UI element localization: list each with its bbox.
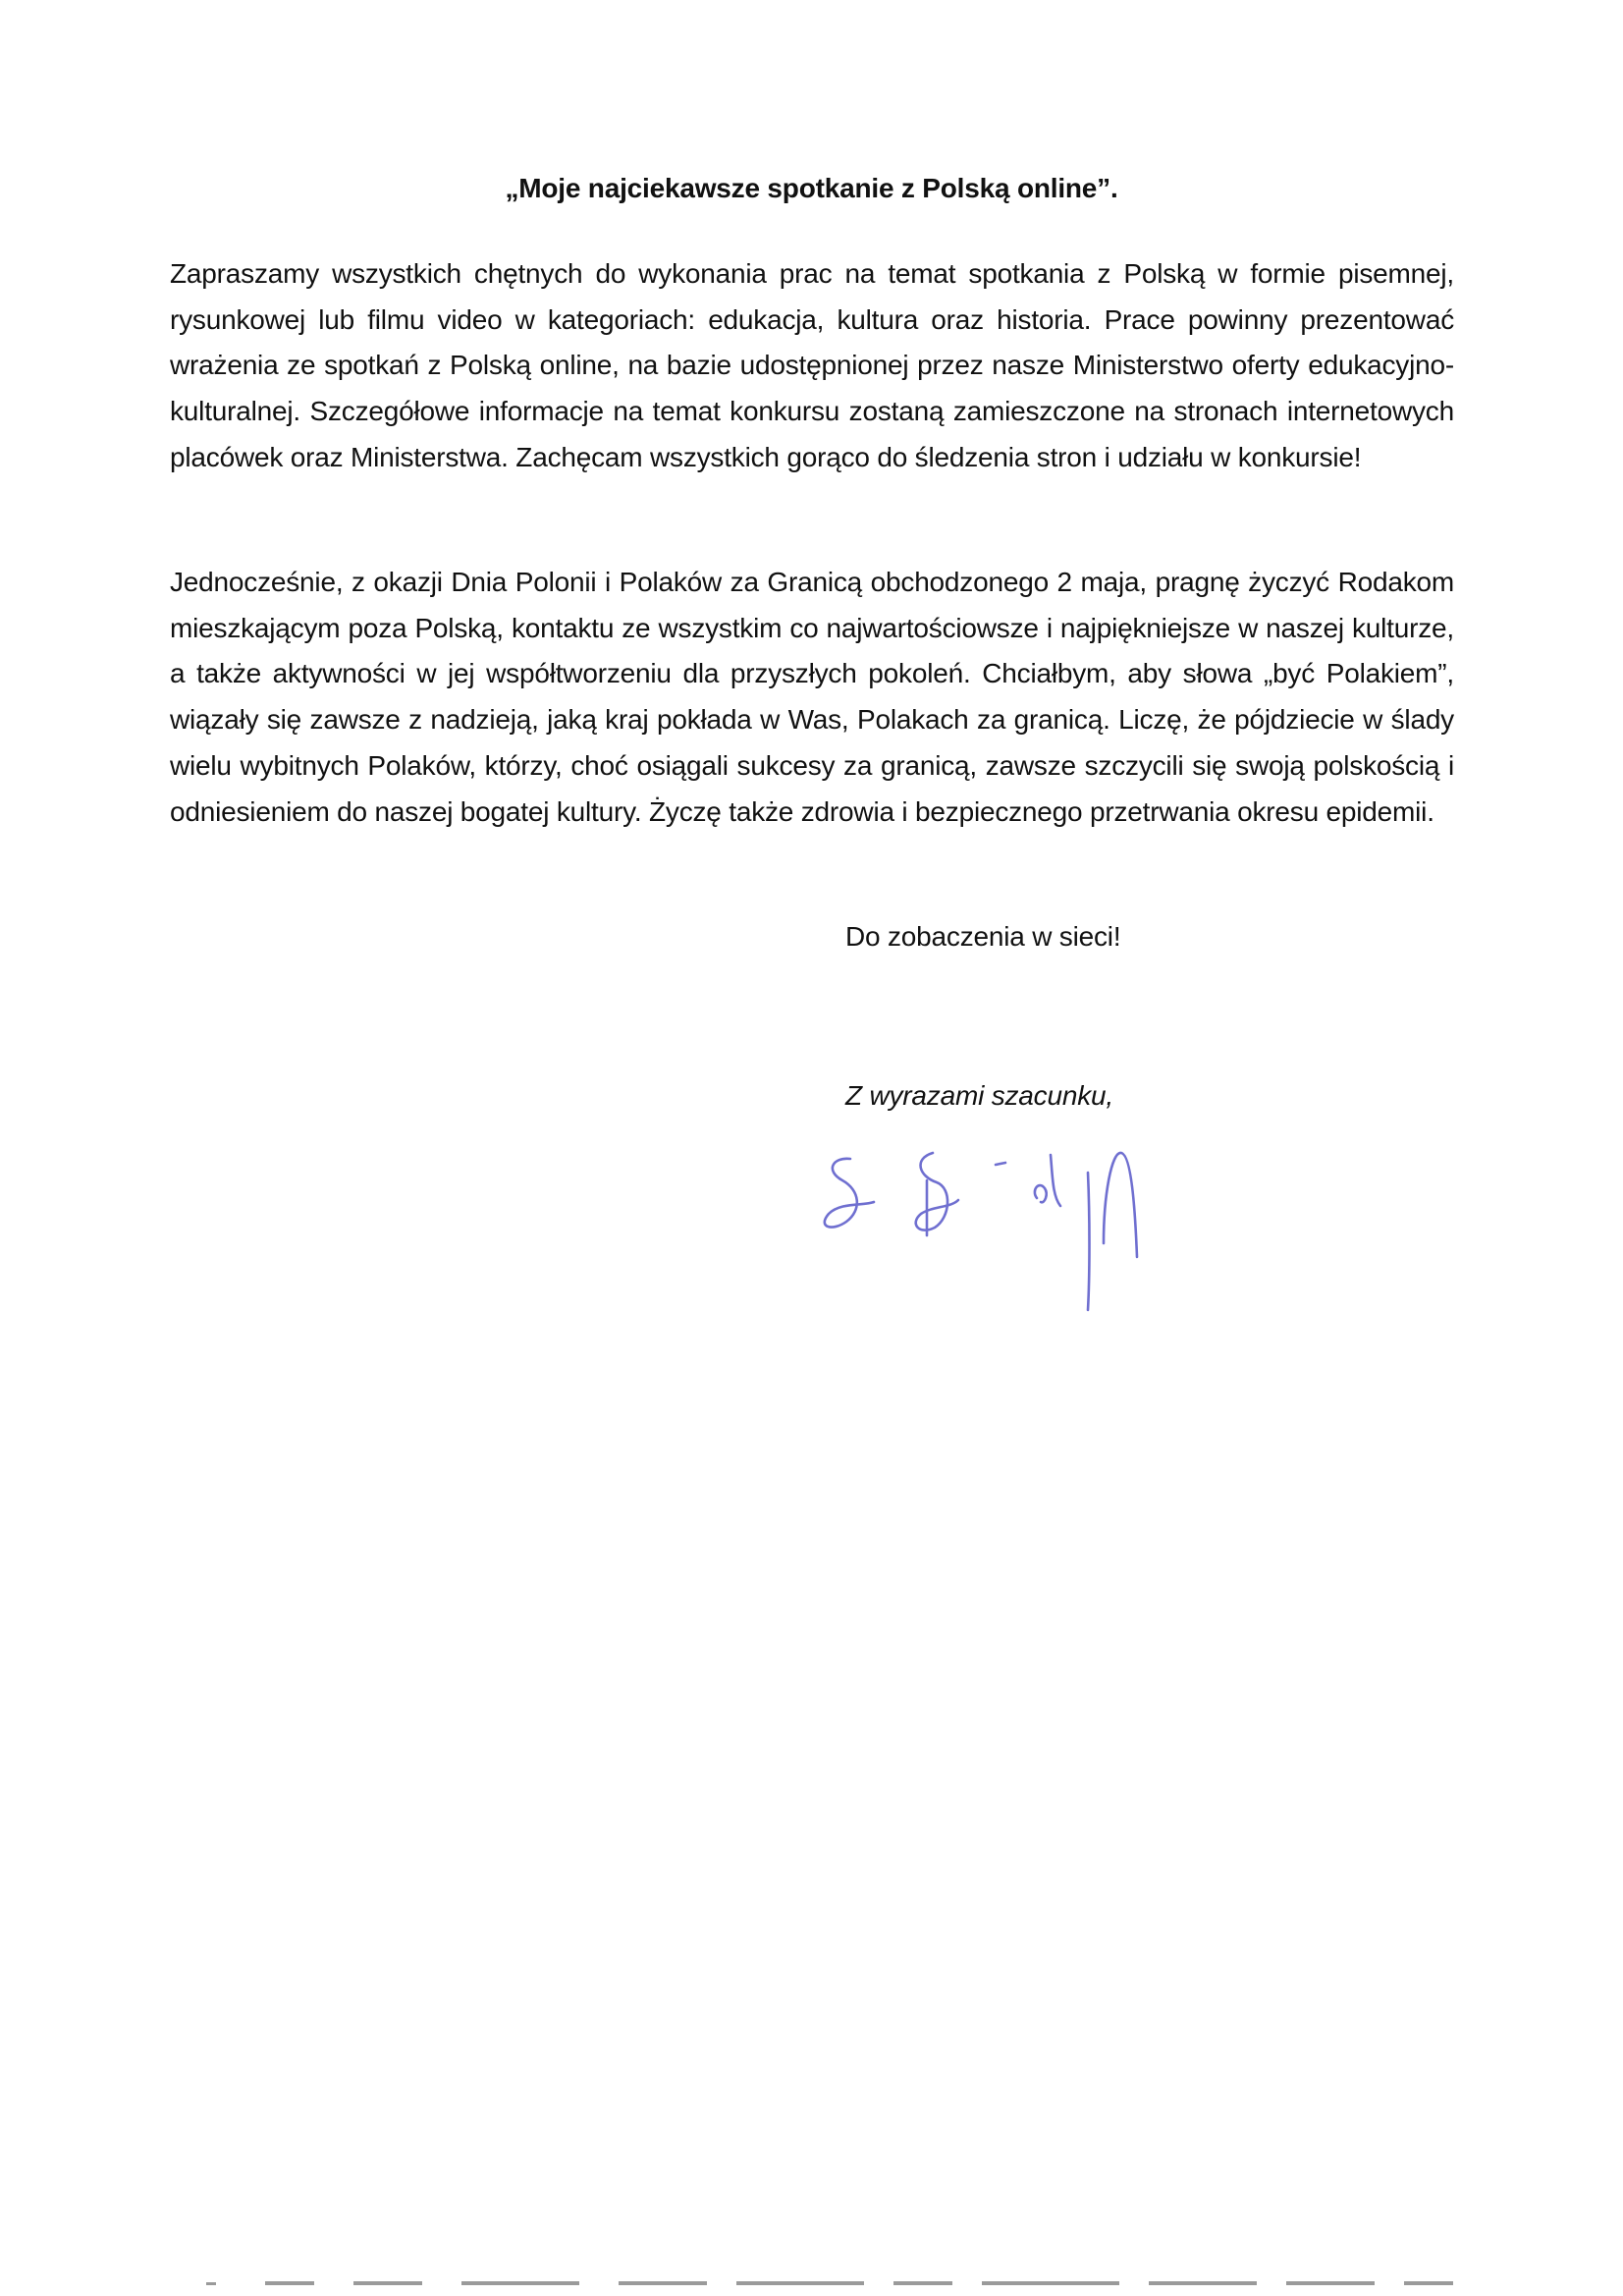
paragraph-contest-invitation: Zapraszamy wszystkich chętnych do wykonania prac na temat spotkania z Polską w formie pisemnej, rysunkowej lub filmu video w kategoriach: edukacja, kultura oraz historia. Prace powinny prezentować wrażenia ze spotkań z Polską online, na bazie udostępnionej przez nasze Ministerstwo oferty edukacyjno-kulturalnej. Szczegółowe informacje na temat konkursu zostaną zamieszczone na stronach internetowych placówek oraz Ministerstwa. Zachęcam wszystkich gorąco do śledzenia stron i udziału w konkursie! [170,258,1454,472]
scan-artifact-strip [206,2276,1453,2290]
handwritten-signature [803,1137,1216,1314]
regards-line: Z wyrazami szacunku, [845,1080,1113,1111]
letter-title: „Moje najciekawsze spotkanie z Polską online”. [505,173,1118,203]
paragraph-polonia-day-wishes: Jednocześnie, z okazji Dnia Polonii i Polaków za Granicą obchodzonego 2 maja, pragnę życzyć Rodakom mieszkającym poza Polską, kontaktu ze wszystkim co najwartościowsze i najpiękniejsze w naszej kulturze, a także aktywności w jej współtworzeniu dla przyszłych pokoleń. Chciałbym, aby słowa „być Polakiem”, wiązały się zawsze z nadzieją, jaką kraj pokłada w Was, Polakach za granicą. Liczę, że pójdziecie w ślady wielu wybitnych Polaków, którzy, choć osiągali sukcesy za granicą, zawsze szczycili się swoją polskością i odniesieniem do naszej bogatej kultury. Życzę także zdrowia i bezpiecznego przetrwania okresu epidemii. [170,567,1454,827]
closing-line: Do zobaczenia w sieci! [845,921,1121,952]
